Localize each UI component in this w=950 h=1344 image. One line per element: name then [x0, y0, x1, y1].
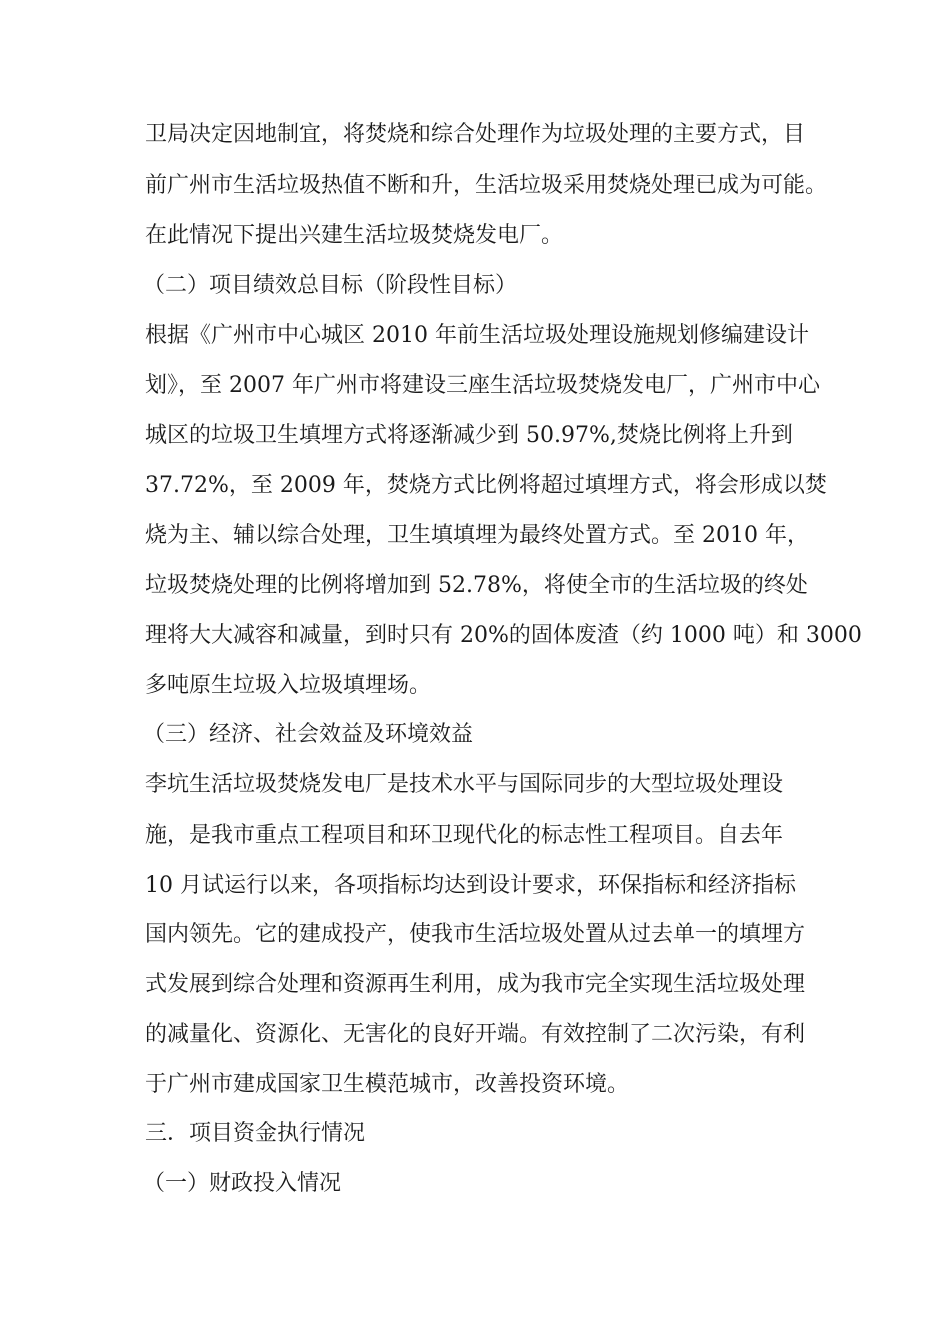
body-text-line: 37.72%，至 2009 年，焚烧方式比例将超过填埋方式，将会形成以焚 — [145, 473, 827, 498]
section-heading: 三．项目资金执行情况 — [145, 1121, 366, 1146]
body-text-line: 根据《广州市中心城区 2010 年前生活垃圾处理设施规划修编建设计 — [145, 323, 809, 348]
body-text-line: 在此情况下提出兴建生活垃圾焚烧发电厂。 — [145, 223, 564, 248]
body-text-line: 垃圾焚烧处理的比例将增加到 52.78%，将使全市的生活垃圾的终处 — [145, 573, 808, 598]
body-text-line: 前广州市生活垃圾热值不断和升，生活垃圾采用焚烧处理已成为可能。 — [145, 173, 828, 198]
body-text-line: 烧为主、辅以综合处理，卫生填填埋为最终处置方式。至 2010 年， — [145, 523, 809, 548]
body-text-line: 的减量化、资源化、无害化的良好开端。有效控制了二次污染，有利 — [145, 1022, 806, 1047]
body-text-line: 10 月试运行以来，各项指标均达到设计要求，环保指标和经济指标 — [145, 873, 796, 898]
body-text-line: 多吨原生垃圾入垃圾填埋场。 — [145, 673, 432, 698]
section-heading: （二）项目绩效总目标（阶段性目标） — [143, 273, 518, 298]
body-text-line: 城区的垃圾卫生填埋方式将逐渐减少到 50.97%,焚烧比例将上升到 — [145, 423, 793, 448]
body-text-line: 式发展到综合处理和资源再生利用，成为我市完全实现生活垃圾处理 — [145, 972, 806, 997]
body-text-line: 划》，至 2007 年广州市将建设三座生活垃圾焚烧发电厂，广州市中心 — [145, 373, 820, 398]
body-text-line: 卫局决定因地制宜，将焚烧和综合处理作为垃圾处理的主要方式，目 — [145, 122, 806, 147]
body-text-line: 李坑生活垃圾焚烧发电厂是技术水平与国际同步的大型垃圾处理设 — [145, 772, 784, 797]
body-text-line: 理将大大减容和减量，到时只有 20%的固体废渣（约 1000 吨）和 3000 — [145, 623, 862, 648]
body-text-line: 国内领先。它的建成投产，使我市生活垃圾处置从过去单一的填埋方 — [145, 922, 806, 947]
section-heading: （一）财政投入情况 — [143, 1171, 342, 1196]
body-text-line: 于广州市建成国家卫生模范城市，改善投资环境。 — [145, 1072, 630, 1097]
body-text-line: 施，是我市重点工程项目和环卫现代化的标志性工程项目。自去年 — [145, 823, 784, 848]
section-heading: （三）经济、社会效益及环境效益 — [143, 722, 474, 747]
